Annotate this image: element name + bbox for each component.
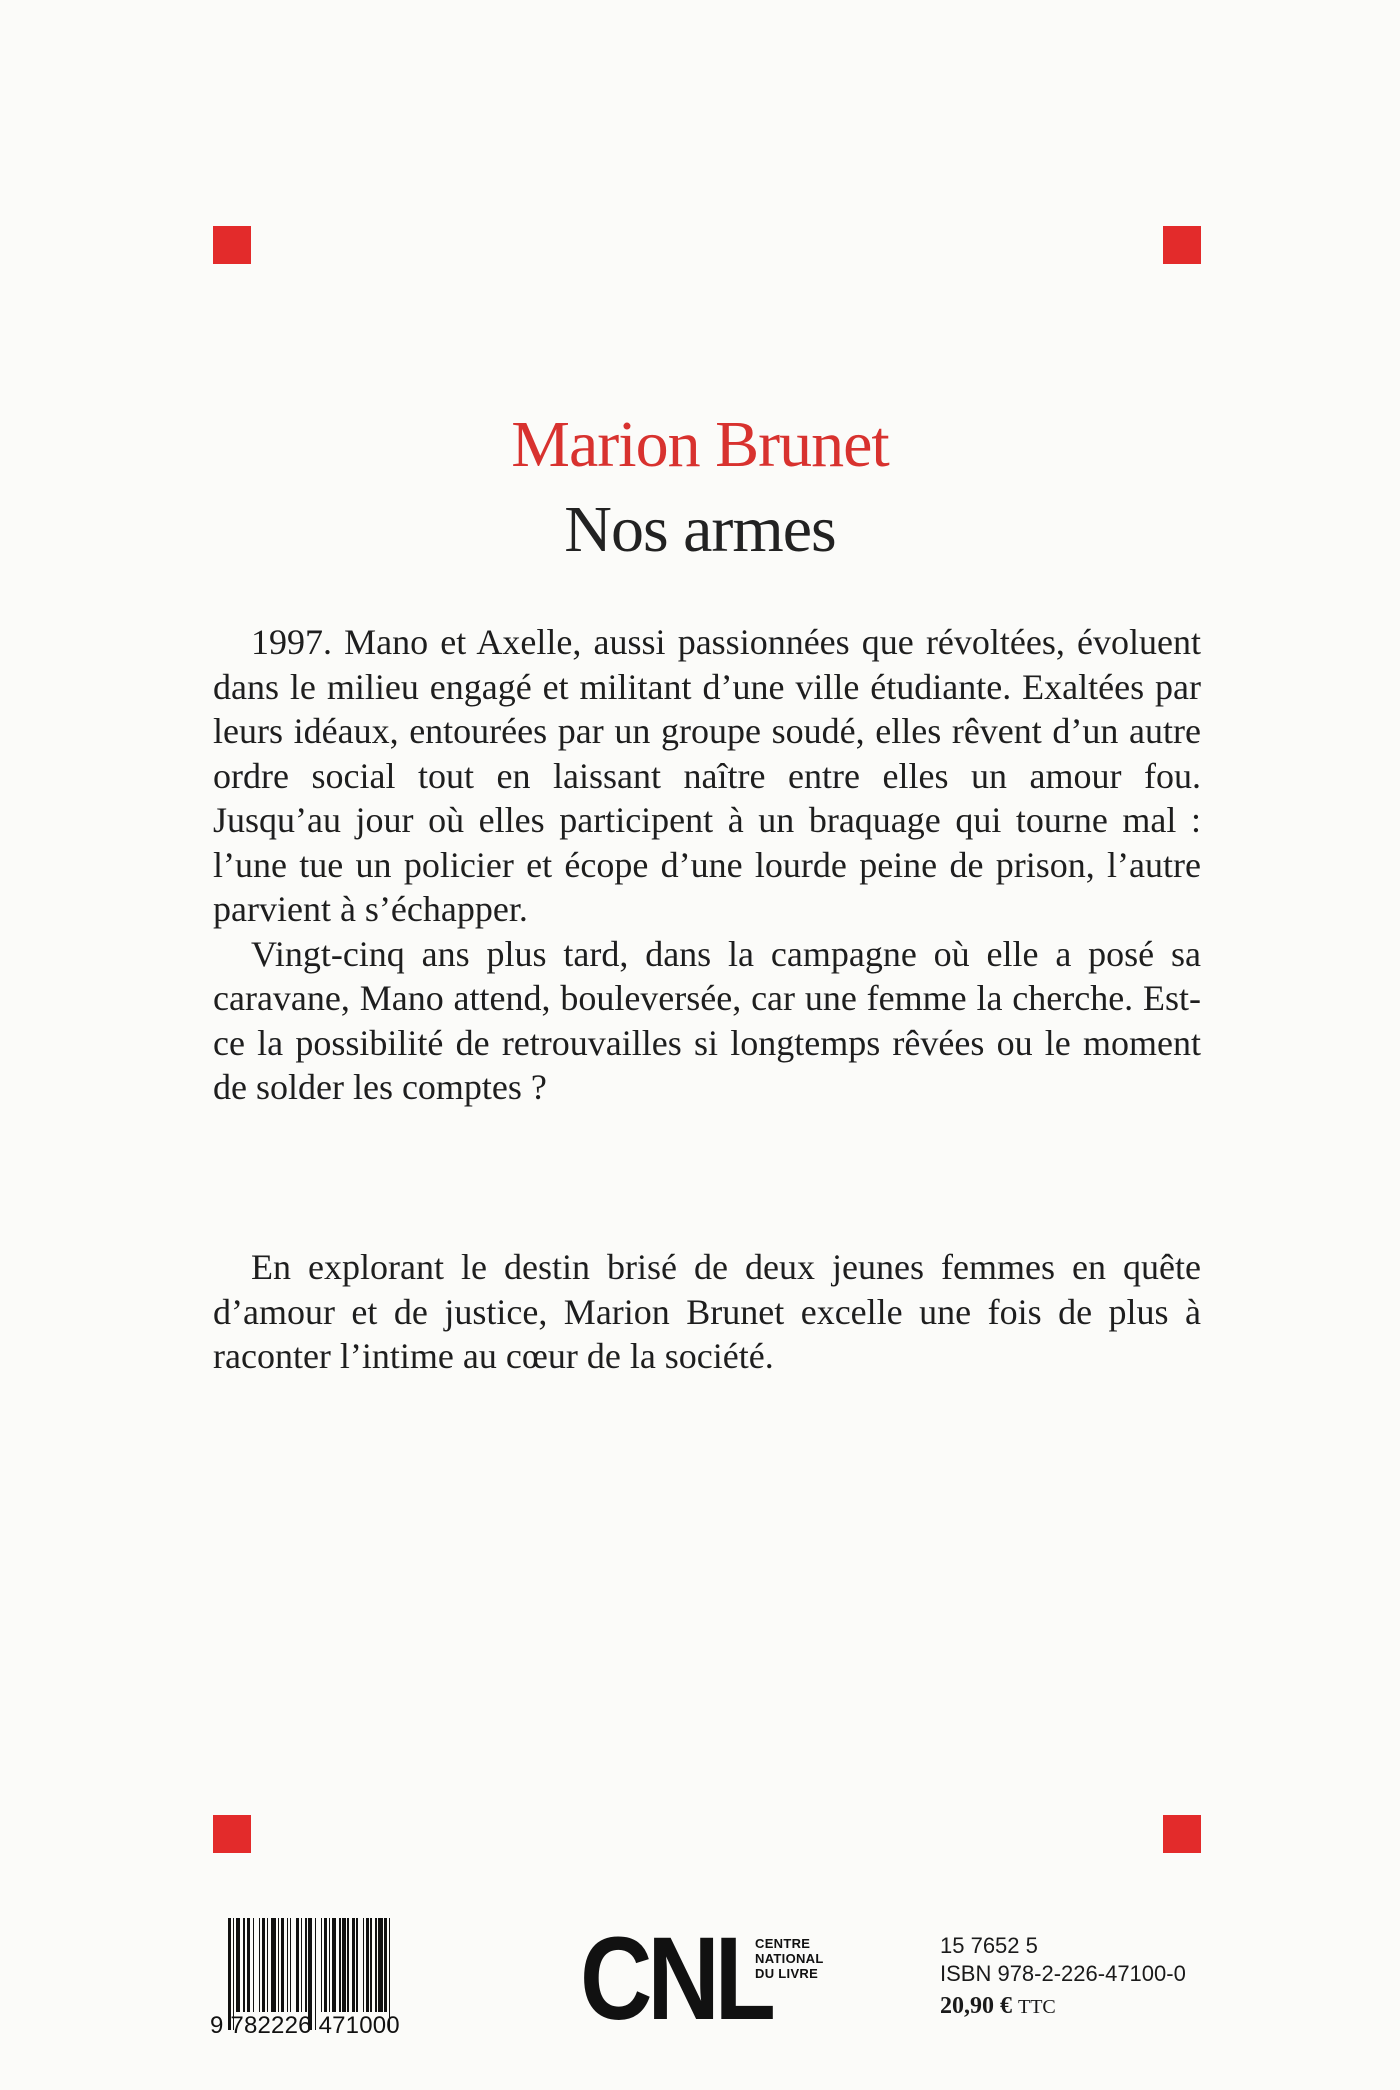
- cnl-logo: [580, 1913, 840, 2050]
- price: [940, 1992, 1200, 2021]
- red-square-bottom-left: [213, 1815, 251, 1853]
- synopsis-paragraph-2: Vingt-cinq ans plus tard, dans la campagne où elle a posé sa caravane, Mano attend, bouleversée, car une femme la cherche. Est-ce la possibilité de retrouvailles si longtemps rêvées ou le moment de solder les comptes ?: [213, 933, 1201, 1107]
- price-suffix: TTC: [1018, 1996, 1056, 2018]
- red-square-top-right: [1163, 226, 1201, 264]
- cnl-line-3: DU LIVRE: [755, 1966, 819, 1981]
- barcode-bars: [228, 1918, 452, 2012]
- synopsis-block: [213, 620, 1201, 1110]
- publisher-info: [940, 1932, 1200, 2021]
- book-title: Nos armes: [564, 493, 836, 566]
- author-name: Marion Brunet: [511, 408, 889, 481]
- cnl-logo-text: [755, 1936, 824, 1981]
- closing-paragraph: En explorant le destin brisé de deux jeunes femmes en quête d’amour et de justice, Marion Brunet excelle une fois de plus à raconter l’intime au cœur de la société.: [213, 1247, 1201, 1376]
- cnl-logo-letters: CNL: [580, 1913, 771, 2045]
- barcode: [210, 1918, 460, 2043]
- barcode-digits: 9 782226 471000: [210, 2012, 400, 2039]
- cnl-line-2: NATIONAL: [755, 1951, 824, 1966]
- red-square-top-left: [213, 226, 251, 264]
- red-square-bottom-right: [1163, 1815, 1201, 1853]
- price-value: 20,90 €: [940, 1993, 1012, 2019]
- closing-blurb: [213, 1245, 1201, 1379]
- cnl-line-1: CENTRE: [755, 1936, 811, 1951]
- internal-code: 15 7652 5: [940, 1933, 1038, 1958]
- synopsis-paragraph-1: 1997. Mano et Axelle, aussi passionnées que révoltées, évoluent dans le milieu engagé et militant d’une ville étudiante. Exaltées par leurs idéaux, entourées par un groupe soudé, elles rêvent d’un autre ordre social tout en laissant naître entre elles un amour fou. Jusqu’au jour où elles participent à un braquage qui tourne mal : l’une tue un policier et écope d’une lourde peine de prison, l’autre parvient à s’échapper.: [213, 622, 1201, 929]
- isbn: ISBN 978-2-226-47100-0: [940, 1961, 1186, 1986]
